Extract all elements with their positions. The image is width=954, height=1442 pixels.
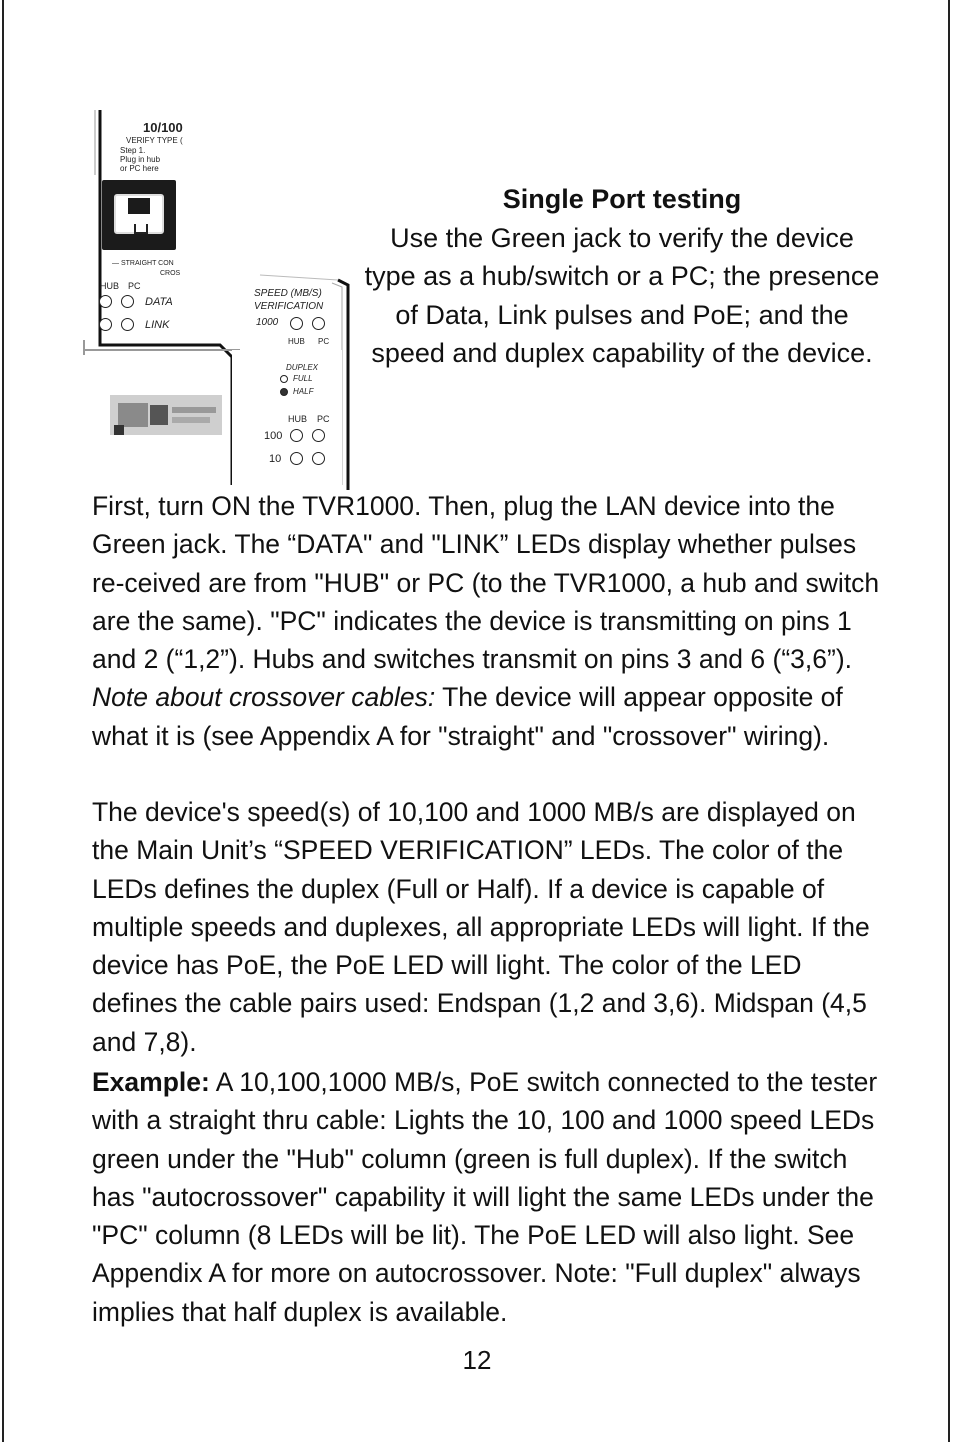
paragraph-speed: The device's speed(s) of 10,100 and 1000 MB/s are displayed on the Main Unit’s “SPEED VERIFICATION” LEDs. The color of the LEDs defines the duplex (Full or Half). If a device is capable of multiple speeds and duplexes, all appropriate LEDs will light. If the device has PoE, the PoE LED will light. The color of the LED defines the cable pairs used: Endspan (1,2 and 3,6). Midspan (4,5 and 7,8). bbox=[92, 797, 870, 1057]
example-label: Example: bbox=[92, 1067, 210, 1097]
full-label: FULL bbox=[293, 374, 313, 383]
paragraph-1-text-a: First, turn ON the TVR1000. Then, plug the LAN device into the Green jack. The “DATA" and "LINK” LEDs display whether pulses re-ceived are from "HUB" or PC (to the TVR1000, a hub and switch are the same). "PC" indicates the device is transmitting on pins 1 and 2 (“1,2”). Hubs and switches transmit on pins 3 and 6 (“3,6”). bbox=[92, 491, 880, 675]
full-duplex-led bbox=[280, 375, 288, 383]
hub-label-lower: HUB bbox=[288, 414, 308, 424]
speed-label: SPEED (MB/S) bbox=[254, 288, 322, 299]
pc-column-label: PC bbox=[128, 281, 141, 291]
hub-column-label: HUB bbox=[100, 281, 120, 291]
speed-1000-label: 1000 bbox=[256, 317, 279, 328]
verify-type-label: VERIFY TYPE ( bbox=[126, 136, 183, 145]
speed-10-pc-led bbox=[312, 452, 325, 465]
duplex-label: DUPLEX bbox=[286, 363, 319, 372]
speed-100-label: 100 bbox=[264, 430, 283, 442]
pc-label-lower: PC bbox=[317, 414, 330, 424]
pc-label-1000: PC bbox=[318, 337, 330, 346]
speed-100-pc-led bbox=[312, 429, 325, 442]
speed-10-hub-led bbox=[290, 452, 303, 465]
paragraph-example bbox=[92, 1063, 892, 1331]
data-pc-led bbox=[121, 295, 134, 308]
speed-100-hub-led bbox=[290, 429, 303, 442]
device-panel-illustration bbox=[80, 105, 360, 490]
jack-tab bbox=[134, 224, 148, 234]
jack-socket bbox=[114, 194, 164, 234]
verification-label: VERIFICATION bbox=[254, 301, 324, 312]
example-text: A 10,100,1000 MB/s, PoE switch connected to the tester with a straight thru cable: Lights the 10, 100 and 1000 speed LEDs green under the "Hub" column (green is full duplex). If the switch has "autocrossover" capability it will light the same LEDs under the "PC" column (8 LEDs will be lit). The PoE LED will also light. See Appendix A for more on autocrossover. Note: "Full duplex" always implies that half duplex is available. bbox=[92, 1067, 878, 1327]
plug-label-2: or PC here bbox=[120, 164, 159, 173]
plug-label-1: Plug in hub bbox=[120, 155, 161, 164]
page-number: 12 bbox=[462, 1345, 492, 1375]
intro-section bbox=[362, 180, 882, 373]
data-hub-led bbox=[99, 295, 112, 308]
step-label: Step 1. bbox=[120, 146, 146, 155]
crossover-label: CROS bbox=[160, 270, 181, 277]
paragraph-1-text-b: The device will appear opposite of what it is (see Appendix A for "straight" and "crossover" wiring). bbox=[92, 682, 843, 751]
speed-10-label: 10 bbox=[269, 453, 282, 465]
speed-1000-pc-led bbox=[312, 317, 325, 330]
paragraph-device-type bbox=[92, 487, 892, 755]
green-jack[interactable] bbox=[102, 180, 176, 250]
data-label: DATA bbox=[145, 296, 173, 308]
half-label: HALF bbox=[293, 387, 314, 396]
manufacturer-logo bbox=[110, 395, 222, 435]
device-model-label: 10/100 bbox=[143, 120, 183, 135]
crossover-note-label: Note about crossover cables: bbox=[92, 682, 436, 713]
straight-connection-label: — STRAIGHT CON bbox=[112, 260, 174, 267]
intro-text: Use the Green jack to verify the device type as a hub/switch or a PC; the presence of Data, Link pulses and PoE; and the speed and duplex capability of the device. bbox=[364, 222, 880, 369]
speed-1000-hub-led bbox=[290, 317, 303, 330]
jack-pins bbox=[128, 198, 150, 214]
half-duplex-led bbox=[280, 388, 288, 396]
link-hub-led bbox=[99, 318, 112, 331]
hub-label-1000: HUB bbox=[288, 337, 305, 346]
link-pc-led bbox=[121, 318, 134, 331]
section-heading: Single Port testing bbox=[502, 184, 742, 214]
link-label: LINK bbox=[145, 319, 170, 331]
